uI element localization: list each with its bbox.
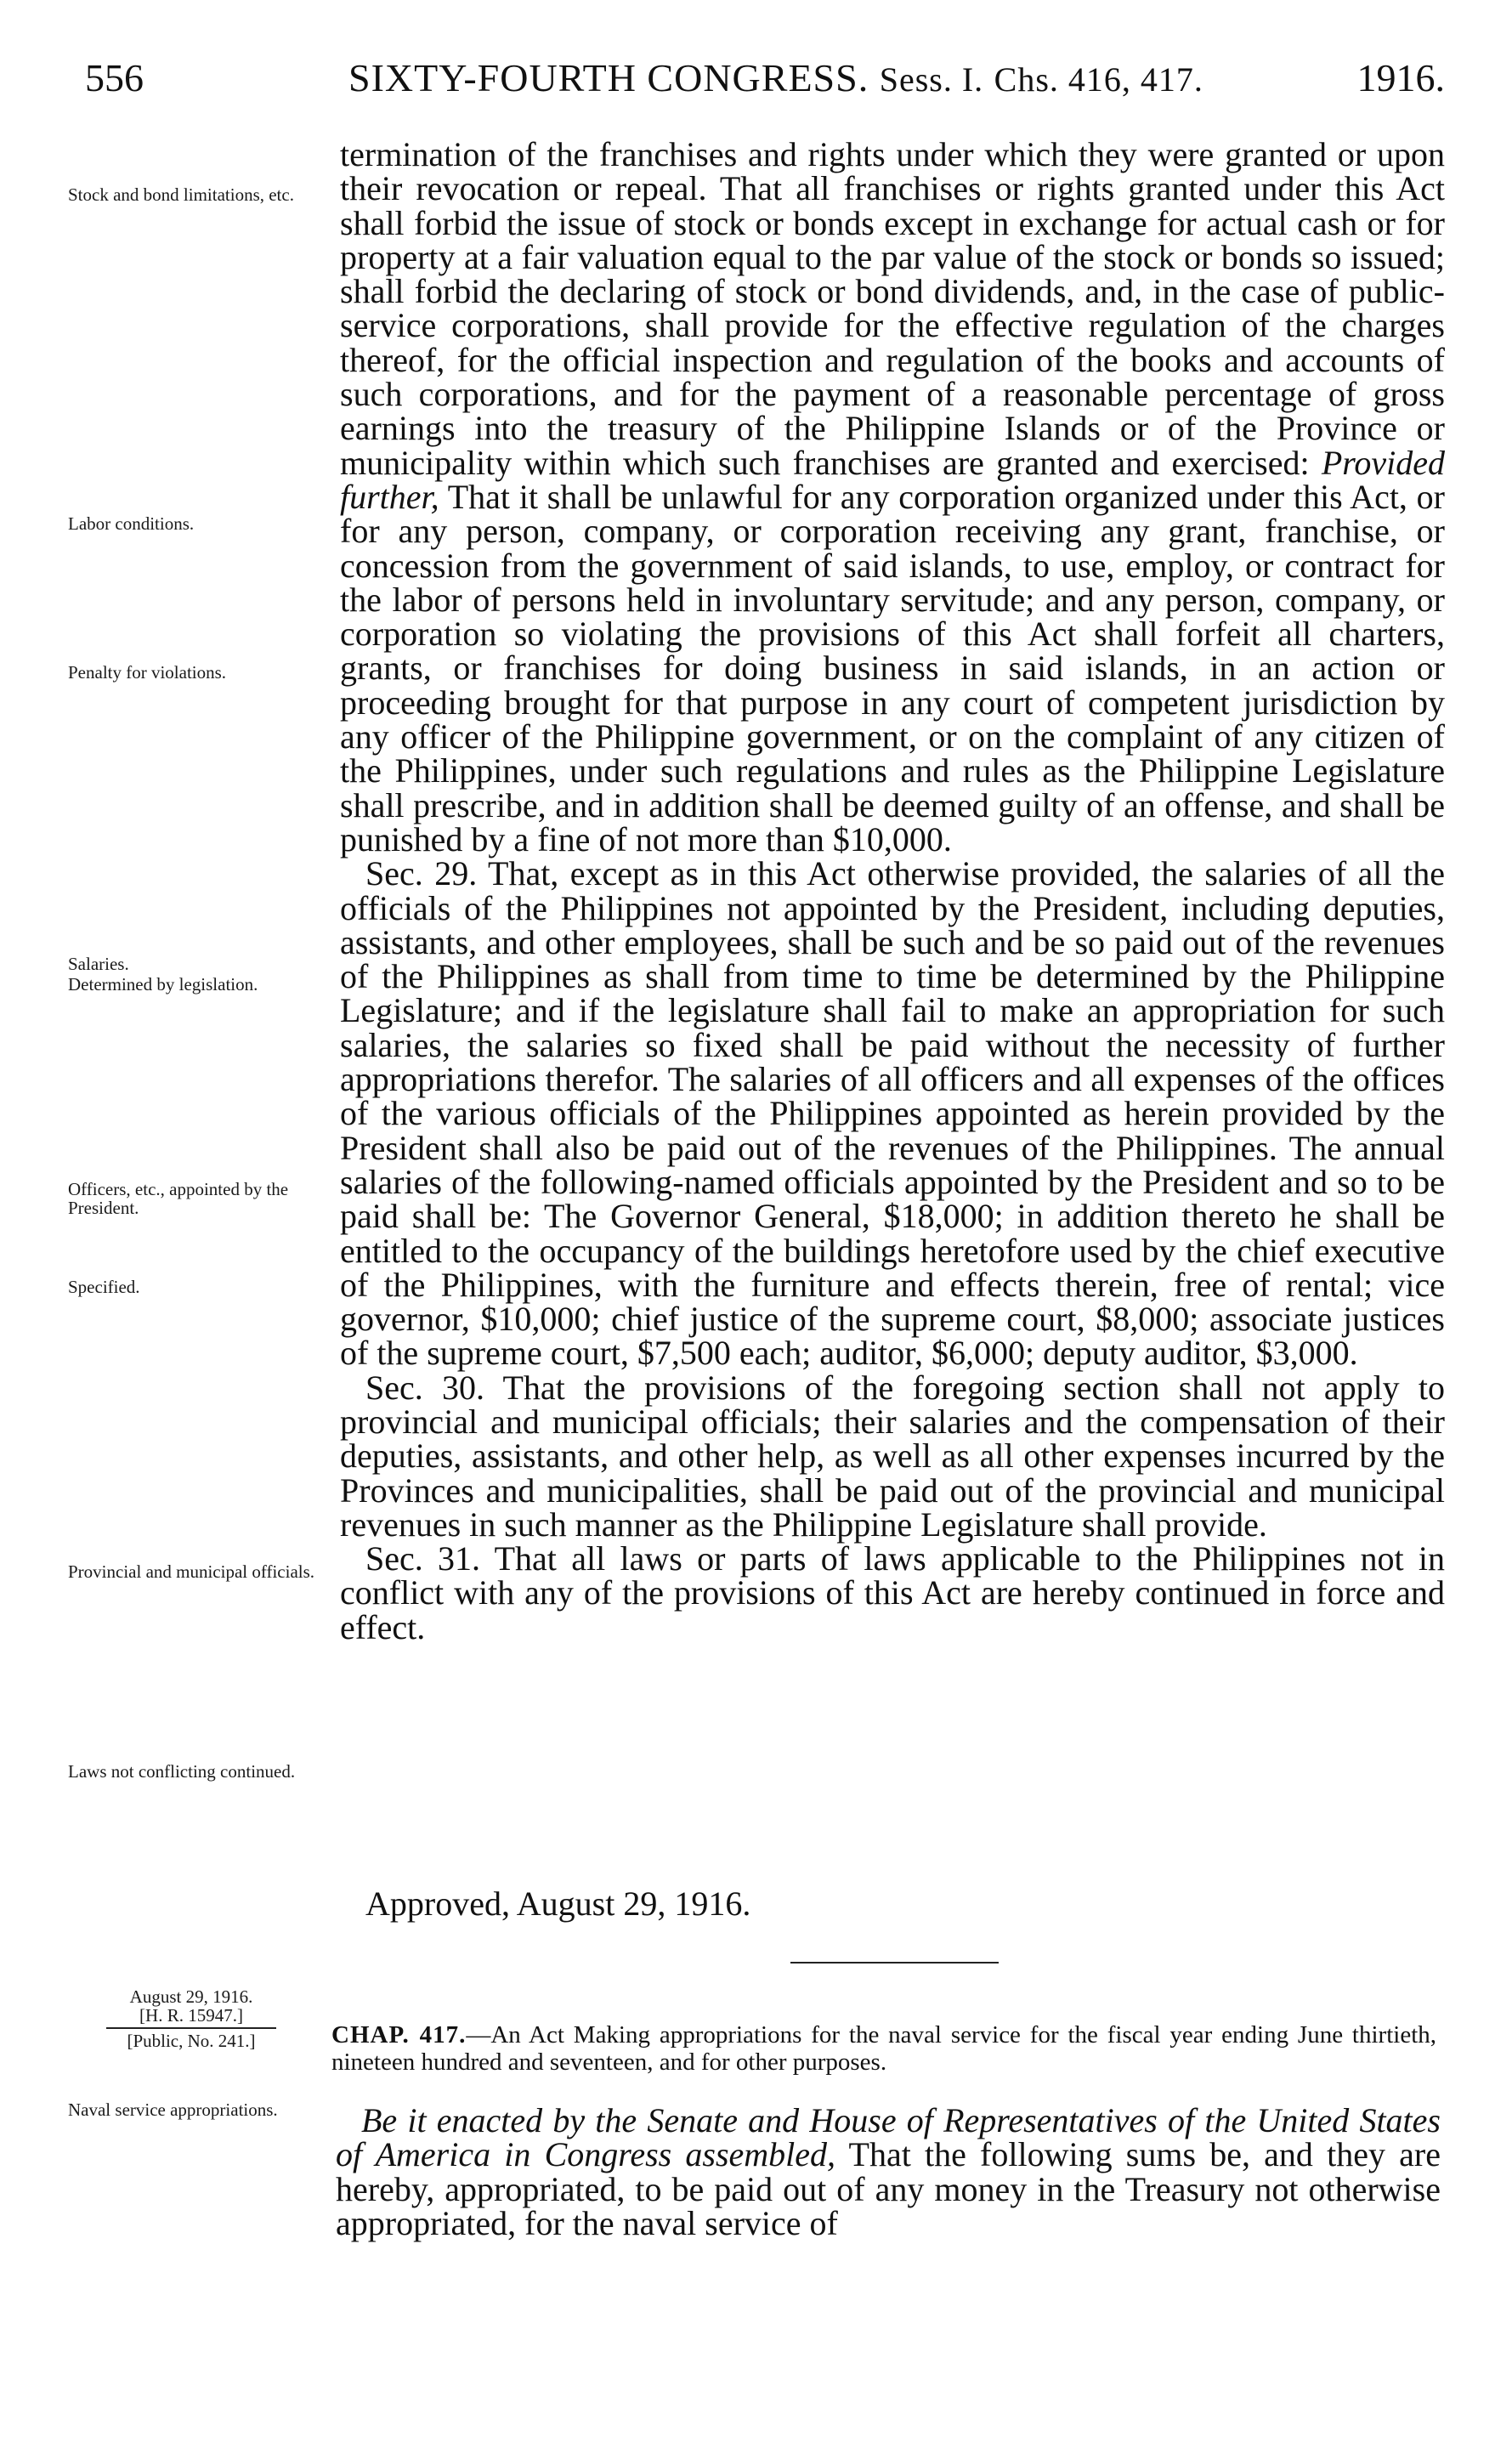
paragraph-franchises [340, 135, 1445, 858]
chapter-date: August 29, 1916. [129, 1986, 253, 2007]
running-title [348, 53, 1203, 105]
paragraph-text-b: That it shall be unlawful for any corporation organized under this Act, or for any person, company, or corporation receiving any grant, franchise, or concession from the government of said islands, to use, employ, or contract for the labor of persons held in involuntary servitude; and any person, company, or corporation so violating the provisions of this Act shall forfeit all charters, grants, or franchises for doing business in said islands, in an action or proceeding brought for that purpose in any court of competent jurisdiction by any officer of the Philippine government, or on the complaint of any citizen of the Philippines, under such regulations and rules as the Philippine Legislature shall prescribe, and in addition shall be deemed guilty of an offense, and shall be punished by a fine of not more than $10,000. [340, 477, 1445, 858]
section-29: Sec. 29. That, except as in this Act otherwise provided, the salaries of all the officials of the Philippines not appointed by the President, including deputies, assistants, and other employees, shall be such and be so paid out of the revenues of the Philippines as shall from time to time be determined by the Philippine Legislature; and if the legislature shall fail to make an appropriation for such salaries, the salaries so fixed shall be paid without the necessity of further appropriations therefor. The salaries of all officers and all expenses of the offices of the various officials of the Philippines appointed as herein provided by the President shall also be paid out of the revenues of the Philippines. The annual salaries of the following-named officials appointed by the President and so to be paid shall be: The Governor General, $18,000; in addition thereto he shall be entitled to the occupancy of the buildings heretofore used by the chief executive of the Philippines, with the furniture and effects therein, free of rental; vice governor, $10,000; chief justice of the supreme court, $8,000; associate justices of the supreme court, $7,500 each; auditor, $6,000; deputy auditor, $3,000. [340, 854, 1445, 1373]
paragraph-text-a: termination of the franchises and rights under which they were granted or upon their revocation or repeal. That all franchises or rights granted under this Act shall forbid the issue of stock or bonds except in exchange for actual cash or for property at a fair valuation equal to the par value of the stock or bonds so issued; shall forbid the declaring of stock or bond dividends, and, in the case of public-service corporations, shall provide for the effective regulation of the charges thereof, for the official inspection and regulation of the books and accounts of such corporations, and for the payment of a reasonable percentage of gross earnings into the treasury of the Philippine Islands or of the Province or municipality within which such franchises are granted and exercised: [340, 135, 1445, 482]
section-divider [790, 1962, 999, 1964]
reference-rule [106, 2027, 276, 2029]
chapter-heading [331, 2021, 1436, 2076]
enacting-section [336, 2101, 1441, 2242]
margin-note-provincial: Provincial and municipal officials. [68, 1561, 315, 1582]
margin-note-stock-bond: Stock and bond limitations, etc. [68, 184, 294, 205]
header-year: 1916. [1356, 56, 1445, 99]
enacting-text: That the following sums be, and they are hereby, appropriated, to be paid out of any money in the Treasury not otherwise appropriated, for the naval service of [336, 2135, 1441, 2242]
body-text [340, 135, 1445, 1646]
page-number: 556 [85, 56, 144, 99]
enacting-paragraph [336, 2101, 1441, 2242]
margin-note-salaries: Salaries. [68, 954, 129, 974]
margin-note-specified: Specified. [68, 1277, 140, 1297]
proviso-phrase: Provided further, [340, 443, 1445, 516]
margin-note-officers: Officers, etc., appointed by the President. [68, 1179, 289, 1218]
session-label: Sess. I. [879, 60, 984, 99]
chapter-label: CHAP. 417. [331, 2021, 467, 2048]
chapter-title: —An Act Making appropriations for the naval service for the fiscal year ending June thirtieth, nineteen hundred and seventeen, and for other purposes. [331, 2021, 1436, 2076]
approval-line: Approved, August 29, 1916. [365, 1884, 751, 1923]
margin-note-labor: Labor conditions. [68, 513, 195, 534]
chapters-label: Chs. 416, 417. [994, 60, 1203, 99]
margin-note-determined: Determined by legislation. [68, 974, 258, 994]
chapter-reference [51, 1987, 331, 2050]
margin-note-naval: Naval service appropriations. [68, 2100, 278, 2120]
page-header [85, 53, 1445, 104]
public-law-number: [Public, No. 241.] [127, 2031, 256, 2051]
margin-note-laws: Laws not conflicting continued. [68, 1761, 296, 1782]
bill-number: [H. R. 15947.] [139, 2005, 243, 2026]
section-31: Sec. 31. That all laws or parts of laws applicable to the Philippines not in conflict with any of the provisions of this Act are hereby continued in force and effect. [340, 1539, 1445, 1646]
margin-note-penalty: Penalty for violations. [68, 662, 227, 683]
enacting-clause: Be it enacted by the Senate and House of Representatives of the United States of America in Congress assembled, [336, 2101, 1441, 2174]
congress-title: SIXTY-FOURTH CONGRESS. [348, 56, 869, 99]
section-30: Sec. 30. That the provisions of the foregoing section shall not apply to provincial and municipal officials; their salaries and the compensation of their deputies, assistants, and other help, as well as all other expenses incurred by the Provinces and municipalities, shall be paid out of the provincial and municipal revenues in such manner as the Philippine Legislature shall provide. [340, 1368, 1445, 1544]
